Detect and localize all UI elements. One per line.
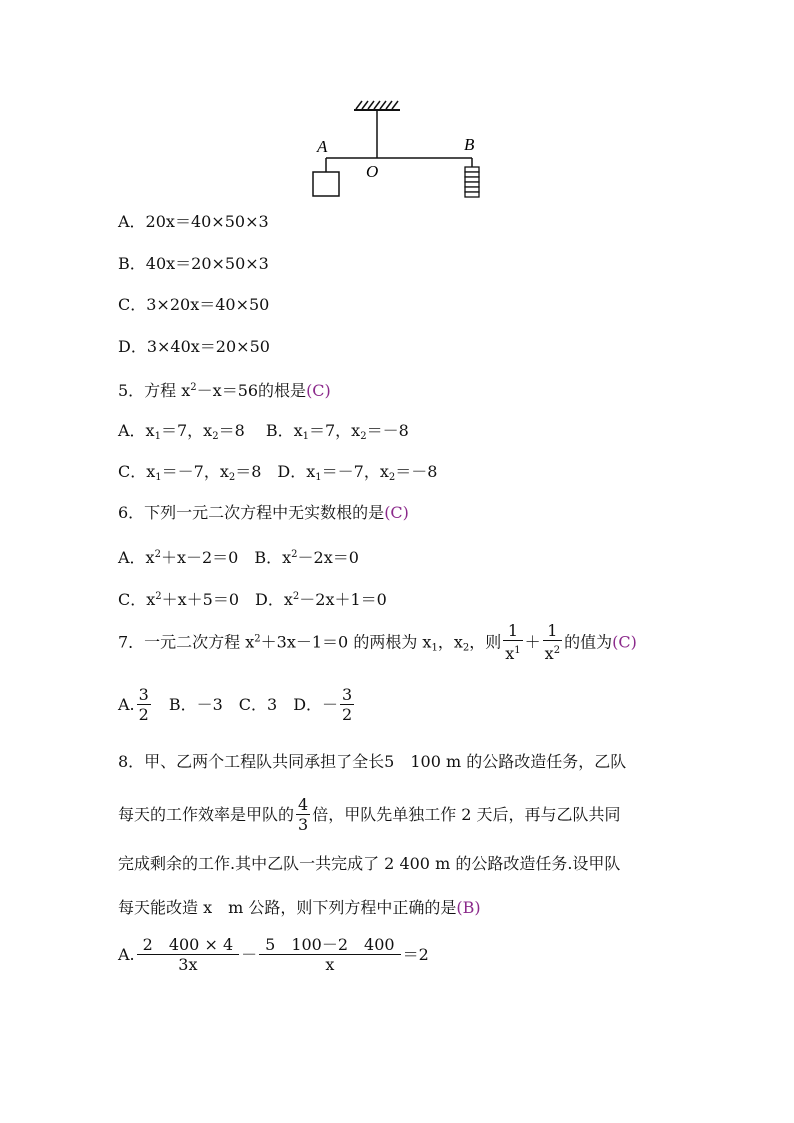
q7-stem: 7．一元二次方程 $x^2+3x-1=0$ 的两根为 $x_1$，$x_2$，则 $\frac{1}{x^1}$ ＋ $\frac{1}{x^2}$ 的值为(C)	[118, 621, 637, 663]
label-a: A	[317, 137, 328, 156]
q8-option-a-fraction-1: $\frac{2 400 \times 4}{3x}$	[137, 936, 239, 975]
q6-stem: 6．下列一元二次方程中无实数根的是(C)	[118, 503, 409, 522]
weight-stack-b	[465, 167, 479, 197]
q6-answer: (C)	[384, 503, 409, 522]
q7-fraction-2: $\frac{1}{x^2}$	[544, 621, 561, 663]
label-o: O	[366, 162, 379, 181]
q8-option-a: A. $\frac{2 400 \times 4}{3x}$ － $\frac{5 100-2 400}{x}$ ＝2	[118, 935, 429, 974]
q4-option-d: D．3×40x＝20×50	[118, 337, 270, 356]
q8-line-4: 每天能改造 x m 公路，则下列方程中正确的是(B)	[118, 898, 481, 917]
ceiling-hatching	[356, 101, 398, 109]
q7-option-d-fraction: $\frac{3}{2}$	[342, 685, 353, 724]
q4-option-a: A．20x＝40×50×3	[118, 212, 269, 231]
q6-options-cd: C．$x^2+x+5=0$ D．$x^2-2x+1=0$	[118, 590, 387, 609]
q4-option-c: C．3×20x＝40×50	[118, 295, 270, 314]
q5-stem: 5．方程 $x^2-x=56$的根是(C)	[118, 381, 331, 400]
q8-answer: (B)	[456, 898, 481, 917]
q8-line-1: 8．甲、乙两个工程队共同承担了全长5 100 m 的公路改造任务，乙队	[118, 752, 627, 771]
q7-answer: (C)	[612, 632, 637, 652]
q8-line-2: 每天的工作效率是甲队的 $\frac{4}{3}$ 倍，甲队先单独工作 2 天后，再与乙队共同	[118, 795, 621, 834]
lever-diagram	[300, 92, 500, 204]
q8-line-3: 完成剩余的工作.其中乙队一共完成了 2 400 m 的公路改造任务.设甲队	[118, 854, 621, 873]
label-b: B	[464, 135, 475, 154]
q5-options-cd: C．$x_1=-7$，$x_2=8$ D．$x_1=-7$，$x_2=-8$	[118, 462, 438, 483]
q6-options-ab: A．$x^2+x-2=0$ B．$x^2-2x=0$	[118, 548, 359, 567]
q8-option-a-fraction-2: $\frac{5 100-2 400}{x}$	[259, 936, 400, 975]
q5-answer: (C)	[306, 381, 331, 400]
q7-option-a-fraction: $\frac{3}{2}$	[138, 685, 149, 724]
q7-fraction-1: $\frac{1}{x^1}$	[505, 621, 521, 663]
block-a	[313, 172, 339, 196]
q4-option-b: B．40x＝20×50×3	[118, 254, 269, 273]
q7-options: A. $\frac{3}{2}$ B．－3 C．3 D．－ $\frac{3}{2}$	[118, 685, 353, 724]
q5-options-ab: A．$x_1=7$，$x_2=8$ B．$x_1=7$，$x_2=-8$	[118, 421, 409, 442]
q8-fraction: $\frac{4}{3}$	[298, 795, 309, 834]
